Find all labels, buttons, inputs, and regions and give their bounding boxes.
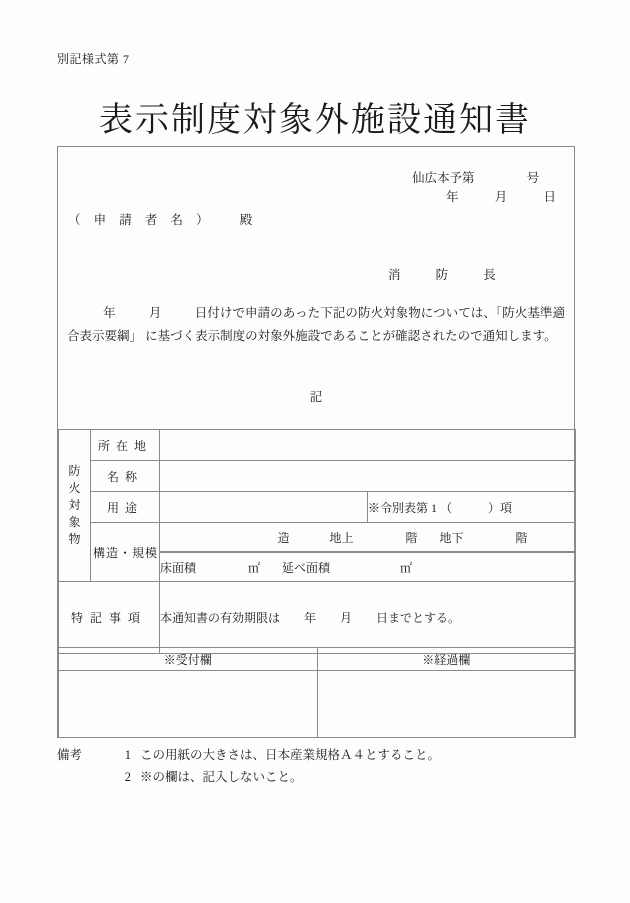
floor-area-unit: ㎡ — [248, 560, 261, 575]
field-reception-box[interactable] — [59, 671, 318, 738]
structure-floors-line[interactable] — [160, 523, 575, 552]
field-progress-box[interactable] — [317, 671, 576, 738]
fire-object-table — [58, 429, 576, 654]
body-paragraph — [67, 302, 565, 348]
document-number-suffix: 号 — [526, 171, 540, 185]
area-values-line[interactable] — [160, 553, 575, 581]
form-outer-frame — [57, 146, 575, 738]
body-date-year: 年 — [103, 306, 116, 320]
form-number: 別記様式第 7 — [57, 52, 130, 66]
area-values-row — [160, 553, 575, 581]
field-location-value[interactable] — [160, 430, 576, 461]
structure-detail-cell — [160, 523, 576, 553]
label-location: 所在地 — [91, 430, 160, 461]
group-label-char-4: 象 — [68, 515, 81, 529]
applicant-name-placeholder: （ 申 請 者 名 ） — [68, 213, 214, 227]
addressee-line — [68, 210, 257, 228]
addressee-honorific: 殿 — [239, 213, 258, 227]
note-2-text: ※の欄は、記入しないこと。 — [140, 770, 303, 784]
label-special-remarks: 特記事項 — [59, 582, 160, 654]
document-date-year: 年 — [445, 190, 459, 204]
official-use-table — [58, 647, 576, 738]
group-label-char-3: 対 — [68, 498, 81, 512]
field-name-value[interactable] — [160, 461, 576, 492]
label-reception-box: ※受付欄 — [59, 648, 318, 671]
area-detail-cell — [160, 553, 576, 582]
notes-section — [57, 744, 440, 788]
page-title: 表示制度対象外施設通知書 — [99, 102, 531, 139]
floors-below-label: 地下 — [439, 530, 464, 545]
total-area-label: 延べ面積 — [282, 560, 331, 575]
body-continuation-text: 適合表示要綱」 に基づく表示制度の対象外施設であることが確認されたので通知します。 — [67, 306, 566, 343]
official-use-header-row — [59, 648, 576, 671]
group-label-char-1: 防 — [68, 464, 81, 478]
table-row-name — [59, 461, 576, 492]
official-use-body-row — [59, 671, 576, 738]
body-main-text: 日付けで申請のあった下記の防火対象物については、「防火基準 — [194, 306, 553, 320]
note-1-text: この用紙の大きさは、日本産業規格Ａ４とすること。 — [140, 748, 441, 762]
structure-inner-table — [160, 523, 575, 552]
note-item-2 — [57, 766, 440, 788]
table-row-usage — [59, 492, 576, 523]
floors-above-label: 地上 — [329, 530, 354, 545]
document-date-day: 日 — [543, 190, 556, 204]
label-name: 名称 — [91, 461, 160, 492]
note-2-number: 2 — [124, 770, 131, 784]
document-date-month: 月 — [494, 190, 508, 204]
group-label-char-2: 火 — [68, 481, 81, 495]
label-progress-box: ※経過欄 — [317, 648, 576, 671]
document-number-prefix: 仙広本予第 — [411, 171, 475, 185]
field-special-remarks-value[interactable]: 本通知書の有効期限は 年 月 日までとする。 — [160, 582, 576, 654]
structure-floors-row — [160, 523, 575, 552]
floor-area-label: 床面積 — [160, 560, 197, 575]
label-structure-scale: 構造・規模 — [91, 523, 160, 582]
ki-marker: 記 — [309, 390, 323, 404]
note-1-number: 1 — [124, 748, 131, 762]
table-row-location — [59, 430, 576, 461]
structure-type-label: 造 — [277, 530, 290, 545]
usage-reference-note: ※令別表第 1 （ ）項 — [368, 492, 576, 523]
note-item-1 — [57, 744, 440, 766]
document-number-block — [412, 169, 556, 207]
issuer-title: 消 防 長 — [388, 268, 512, 282]
table-row-structure — [59, 523, 576, 553]
body-date-month: 月 — [148, 306, 162, 320]
notes-label: 備考 — [57, 748, 83, 762]
area-inner-table — [160, 553, 575, 581]
floors-above-unit: 階 — [405, 530, 418, 545]
field-usage-value[interactable] — [160, 492, 368, 523]
label-usage: 用途 — [91, 492, 160, 523]
group-label-fire-object — [59, 430, 91, 582]
table-row-remarks — [59, 582, 576, 654]
floors-below-unit: 階 — [515, 530, 528, 545]
total-area-unit: ㎡ — [400, 560, 413, 575]
group-label-char-5: 物 — [68, 532, 81, 546]
